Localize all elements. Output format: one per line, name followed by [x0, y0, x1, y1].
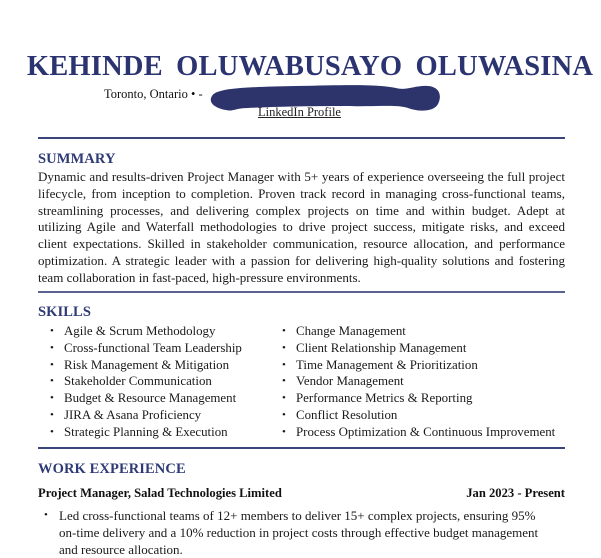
- bullet-icon: •: [282, 408, 286, 421]
- bullet-icon: •: [44, 509, 48, 521]
- skill-item: [282, 323, 555, 340]
- bullet-icon: •: [50, 358, 54, 371]
- skill-label: Stakeholder Communication: [64, 374, 212, 389]
- candidate-name: KEHINDE OLUWABUSAYO OLUWASINA: [26, 51, 594, 82]
- job-bullet-text: Led cross-functional teams of 12+ members to deliver 15+ complex projects, ensuring 95% on-time delivery and a 10% reduction in project costs through effective budget management and resource allocation.: [59, 508, 539, 557]
- work-experience-heading: WORK EXPERIENCE: [38, 461, 186, 477]
- bullet-icon: •: [50, 375, 54, 388]
- bullet-icon: •: [282, 392, 286, 404]
- job-bullets: [44, 507, 554, 558]
- bullet-icon: •: [50, 392, 54, 404]
- skill-label: Client Relationship Management: [296, 340, 467, 355]
- bullet-icon: •: [50, 425, 54, 438]
- skill-item: [50, 323, 242, 340]
- skill-item: [50, 390, 242, 407]
- summary-heading: SUMMARY: [38, 151, 116, 167]
- bullet-icon: •: [282, 325, 286, 337]
- skill-label: Conflict Resolution: [296, 407, 398, 422]
- skill-label: Change Management: [296, 324, 406, 338]
- bullet-icon: •: [282, 341, 286, 354]
- divider: [38, 137, 565, 139]
- bullet-icon: •: [50, 325, 54, 337]
- linkedin-link[interactable]: LinkedIn Profile: [258, 105, 341, 119]
- separator-dash: -: [198, 87, 203, 101]
- divider: [38, 291, 565, 293]
- bullet-icon: •: [282, 358, 286, 371]
- divider: [38, 447, 565, 449]
- skills-column-2: [282, 323, 555, 440]
- skill-label: Time Management & Prioritization: [296, 357, 478, 372]
- skill-item: [50, 407, 242, 424]
- skill-item: [50, 340, 242, 357]
- skill-item: [282, 357, 555, 374]
- contact-line: [104, 87, 203, 102]
- skill-label: Strategic Planning & Execution: [64, 424, 228, 439]
- skill-label: Risk Management & Mitigation: [64, 357, 230, 372]
- skill-item: [282, 390, 555, 407]
- skill-label: JIRA & Asana Proficiency: [64, 407, 202, 422]
- skills-column-1: [50, 323, 242, 440]
- separator-dot: •: [190, 87, 196, 101]
- skill-item: [282, 407, 555, 424]
- summary-text: Dynamic and results-driven Project Manager with 5+ years of experience overseeing the full project lifecycle, from inception to completion. Proven track record in managing cross-functional teams, streamlining processes, and delivering complex projects on time and within budget. Adept at utilizing Agile and Waterfall methodologies to drive project success, mitigate risks, and exceed client expectations. Skilled in stakeholder communication, resource allocation, and performance optimization. A strategic leader with a passion for delivering high-quality solutions and fostering team collaboration in fast-paced, high-pressure environments.: [38, 169, 565, 285]
- location: Toronto, Ontario: [104, 87, 188, 101]
- job-dates: Jan 2023 - Present: [466, 486, 565, 500]
- skill-item: [282, 424, 555, 441]
- skills-heading: SKILLS: [38, 304, 91, 320]
- skill-label: Process Optimization & Continuous Improvement: [296, 424, 556, 439]
- skill-item: [50, 357, 242, 374]
- job-bullet-item: [44, 507, 554, 558]
- job-title: Project Manager, Salad Technologies Limited: [38, 486, 282, 500]
- skill-label: Agile & Scrum Methodology: [64, 324, 216, 338]
- skill-label: Budget & Resource Management: [64, 391, 237, 405]
- bullet-icon: •: [50, 341, 54, 354]
- skill-item: [282, 340, 555, 357]
- skill-label: Cross-functional Team Leadership: [64, 340, 242, 355]
- skill-item: [282, 373, 555, 390]
- skill-item: [50, 424, 242, 441]
- bullet-icon: •: [282, 375, 286, 388]
- skill-label: Performance Metrics & Reporting: [296, 391, 473, 405]
- bullet-icon: •: [282, 425, 286, 438]
- bullet-icon: •: [50, 408, 54, 421]
- skill-label: Vendor Management: [296, 374, 404, 389]
- skill-item: [50, 373, 242, 390]
